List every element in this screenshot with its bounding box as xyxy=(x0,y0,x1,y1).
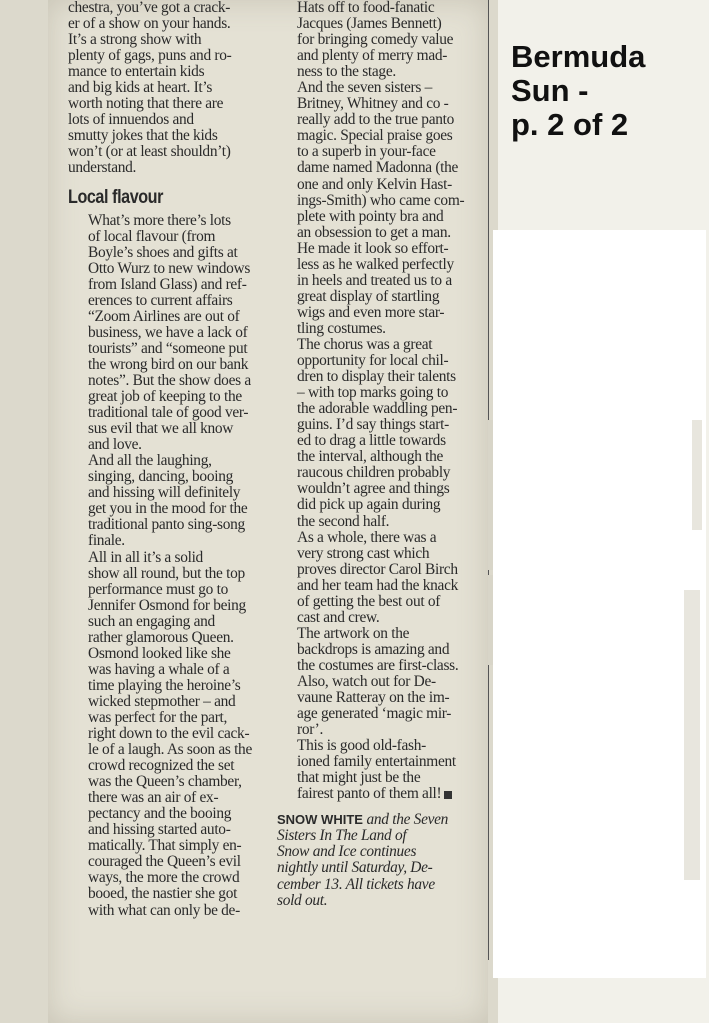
text-line: pectancy and the booing xyxy=(88,805,232,823)
adjacent-clipping-edge xyxy=(684,590,700,880)
text-line: er of a show on your hands. xyxy=(68,15,231,33)
text-line: magic. Special praise goes xyxy=(297,127,453,145)
text-line: singing, dancing, booing xyxy=(88,468,233,486)
section-heading: Local flavour xyxy=(68,186,163,208)
text-line: matically. That simply en- xyxy=(88,837,242,855)
text-line: ness to the stage. xyxy=(297,63,396,81)
text-line: business, we have a lack of xyxy=(88,323,248,341)
text-line: opportunity for local chil- xyxy=(297,352,449,370)
paragraph xyxy=(68,213,258,454)
text-line: ror’. xyxy=(297,721,323,739)
text-line: an obsession to get a man. xyxy=(297,223,451,241)
text-line: Boyle’s shoes and gifts at xyxy=(88,243,238,261)
paragraph xyxy=(277,337,469,530)
text-line: of getting the best out of xyxy=(297,592,441,610)
text-line: was having a whale of a xyxy=(88,660,230,678)
text-line: really add to the true panto xyxy=(297,111,454,129)
text-line: le of a laugh. As soon as the xyxy=(88,741,252,759)
text-line: the second half. xyxy=(297,512,390,530)
text-line: Hats off to food-fanatic xyxy=(297,0,435,16)
text-line: get you in the mood for the xyxy=(88,500,248,518)
text-line: the adorable waddling pen- xyxy=(297,400,458,418)
text-line: did pick up again during xyxy=(297,496,441,514)
text-line: backdrops is amazing and xyxy=(297,640,450,658)
text-line: from Island Glass) and ref- xyxy=(88,275,247,293)
credits-line: Snow and Ice continues xyxy=(277,843,417,861)
text-line: great display of startling xyxy=(297,287,440,305)
text-line: All in all it’s a solid xyxy=(88,548,203,566)
text-line: right down to the evil cack- xyxy=(88,725,250,743)
text-line: plenty of gags, puns and ro- xyxy=(68,47,232,65)
paragraph xyxy=(277,738,469,802)
text-line: Osmond looked like she xyxy=(88,644,231,662)
label-line: p. 2 of 2 xyxy=(511,107,629,142)
text-line: dame named Madonna (the xyxy=(297,159,459,177)
text-line: and her team had the knack xyxy=(297,576,458,594)
text-line: As a whole, there was a xyxy=(297,528,437,546)
text-line: such an engaging and xyxy=(88,612,215,630)
text-line: plete with pointy bra and xyxy=(297,207,444,225)
text-line: and plenty of merry mad- xyxy=(297,47,448,65)
text-line: with what can only be de- xyxy=(88,901,240,919)
text-line: The artwork on the xyxy=(297,624,410,642)
text-line: and big kids at heart. It’s xyxy=(68,79,213,97)
blank-area xyxy=(493,230,706,978)
paragraph xyxy=(68,550,258,646)
text-line: understand. xyxy=(68,159,137,177)
text-line: ioned family entertainment xyxy=(297,753,456,771)
text-line: ings-Smith) who came com- xyxy=(297,191,465,209)
text-line: tling costumes. xyxy=(297,319,386,337)
text-line: Jacques (James Bennett) xyxy=(297,15,442,33)
text-line: for bringing comedy value xyxy=(297,31,454,49)
text-line: What’s more there’s lots xyxy=(88,211,231,229)
text-line: rather glamorous Queen. xyxy=(88,628,234,646)
adjacent-clipping-edge xyxy=(692,420,702,530)
text-line: guins. I’d say things start- xyxy=(297,416,449,434)
text-line: was the Queen’s chamber, xyxy=(88,773,242,791)
text-line: was perfect for the part, xyxy=(88,708,228,726)
text-line: in heels and treated us to a xyxy=(297,271,452,289)
credits-line: sold out. xyxy=(277,891,328,909)
text-line: one and only Kelvin Hast- xyxy=(297,175,452,193)
end-mark-icon xyxy=(444,791,452,799)
text-line: wouldn’t agree and things xyxy=(297,480,450,498)
text-line: proves director Carol Birch xyxy=(297,560,458,578)
text-line: less as he walked perfectly xyxy=(297,255,454,273)
text-line: chestra, you’ve got a crack- xyxy=(68,0,231,16)
text-line: couraged the Queen’s evil xyxy=(88,853,241,871)
text-line: erences to current affairs xyxy=(88,291,233,309)
text-line: – with top marks going to xyxy=(297,384,449,402)
text-line: the interval, although the xyxy=(297,448,444,466)
text-line: and hissing will definitely xyxy=(88,484,241,502)
paragraph xyxy=(277,626,469,738)
text-line: notes”. But the show does a xyxy=(88,371,251,389)
text-line: And all the laughing, xyxy=(88,452,212,470)
text-line: He made it look so effort- xyxy=(297,239,449,257)
text-line: cast and crew. xyxy=(297,608,380,626)
paragraph xyxy=(277,0,469,80)
text-line: ed to drag a little towards xyxy=(297,432,446,450)
text-line: vaune Ratteray on the im- xyxy=(297,689,450,707)
text-line: show all round, but the top xyxy=(88,564,245,582)
text-line: fairest panto of them all! xyxy=(277,786,469,802)
text-line: booed, the nastier she got xyxy=(88,885,238,903)
text-line: great job of keeping to the xyxy=(88,388,242,406)
text-line: crowd recognized the set xyxy=(88,757,235,775)
text-line: tourists” and “someone put xyxy=(88,339,248,357)
text-line: smutty jokes that the kids xyxy=(68,127,218,145)
text-line: Jennifer Osmond for being xyxy=(88,596,246,614)
text-line: raucous children probably xyxy=(297,464,451,482)
text-line: And the seven sisters – xyxy=(297,79,433,97)
text-line: traditional panto sing-song xyxy=(88,516,245,534)
text-line: to a superb in your-face xyxy=(297,143,436,161)
credits-line: Sisters In The Land of xyxy=(277,827,407,845)
show-credits xyxy=(277,812,469,908)
text-line: Otto Wurz to new windows xyxy=(88,259,251,277)
text-line: lots of innuendos and xyxy=(68,111,194,129)
credits-line: cember 13. All tickets have xyxy=(277,875,435,893)
text-line: Britney, Whitney and co - xyxy=(297,95,449,113)
text-line: worth noting that there are xyxy=(68,95,224,113)
page-label xyxy=(511,40,701,142)
paragraph xyxy=(68,0,258,177)
text-line: It’s a strong show with xyxy=(68,31,202,49)
label-line: Bermuda xyxy=(511,39,646,74)
text-line: Also, watch out for De- xyxy=(297,672,436,690)
left-column xyxy=(68,0,258,919)
text-line: “Zoom Airlines are out of xyxy=(88,307,240,325)
text-line: mance to entertain kids xyxy=(68,63,205,81)
text-line: This is good old-fash- xyxy=(297,737,426,755)
credits-line: nightly until Saturday, De- xyxy=(277,859,433,877)
text-line: traditional tale of good ver- xyxy=(88,404,249,422)
paragraph xyxy=(277,80,469,337)
text-line: wicked stepmother – and xyxy=(88,692,236,710)
paragraph xyxy=(68,646,258,919)
label-line: Sun - xyxy=(511,73,589,108)
text-line: age generated ‘magic mir- xyxy=(297,705,452,723)
text-line: of local flavour (from xyxy=(88,227,216,245)
text-line: ways, the more the crowd xyxy=(88,869,240,887)
text-line: won’t (or at least shouldn’t) xyxy=(68,143,231,161)
text-line: wigs and even more star- xyxy=(297,303,445,321)
text-line: very strong cast which xyxy=(297,544,430,562)
text-line: and love. xyxy=(88,436,142,454)
credits-text: and the Seven xyxy=(362,811,449,829)
show-title: SNOW WHITE xyxy=(277,812,363,828)
text-line: the costumes are first-class. xyxy=(297,656,459,674)
paragraph xyxy=(68,453,258,549)
text-line: there was an air of ex- xyxy=(88,789,219,807)
text-line: The chorus was a great xyxy=(297,335,433,353)
text-line: that might just be the xyxy=(297,769,421,787)
paragraph xyxy=(277,530,469,626)
text-line: sus evil that we all know xyxy=(88,420,234,438)
text-line: the wrong bird on our bank xyxy=(88,355,249,373)
text-line: finale. xyxy=(88,532,125,550)
text-line: time playing the heroine’s xyxy=(88,676,241,694)
text-line: performance must go to xyxy=(88,580,228,598)
text-line: and hissing started auto- xyxy=(88,821,231,839)
text-line: dren to display their talents xyxy=(297,368,456,386)
right-column xyxy=(277,0,469,909)
credits-line xyxy=(277,812,469,828)
